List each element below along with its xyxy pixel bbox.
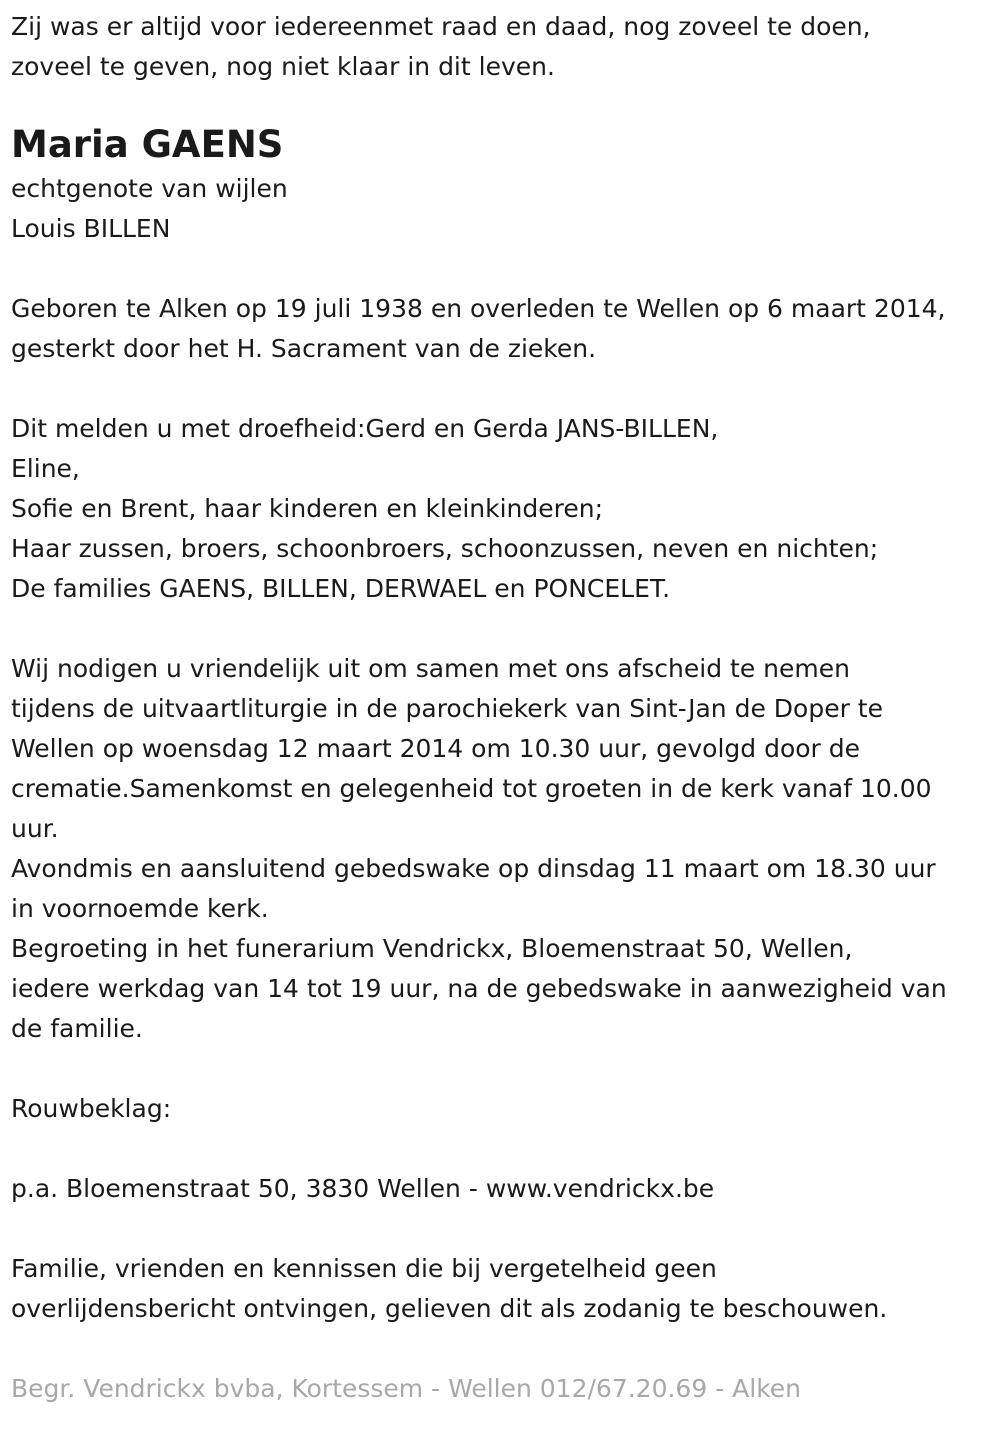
birth-death-line: gesterkt door het H. Sacrament van de zieken. [11, 334, 597, 363]
spacer [11, 369, 993, 409]
invitation-line: Begroeting in het funerarium Vendrickx, Bloemenstraat 50, Wellen, [11, 934, 853, 963]
spacer [11, 1049, 993, 1089]
family-line: De families GAENS, BILLEN, DERWAEL en PONCELET. [11, 574, 671, 603]
condolence-label: Rouwbeklag: [11, 1094, 172, 1123]
family-line: Sofie en Brent, haar kinderen en kleinkinderen; [11, 494, 604, 523]
invitation-line: in voornoemde kerk. [11, 894, 269, 923]
deceased-name: Maria GAENS [11, 123, 284, 166]
poem-line: Zij was er altijd voor iedereenmet raad en daad, nog zoveel te doen, [11, 12, 871, 41]
invitation-line: iedere werkdag van 14 tot 19 uur, na de gebedswake in aanwezigheid van [11, 974, 947, 1003]
family-line: Eline, [11, 454, 80, 483]
birth-death-line: Geboren te Alken op 19 juli 1938 en overleden te Wellen op 6 maart 2014, [11, 294, 946, 323]
spacer [11, 1209, 993, 1249]
family-line: Haar zussen, broers, schoonbroers, schoonzussen, neven en nichten; [11, 534, 879, 563]
notice-line: Familie, vrienden en kennissen die bij vergetelheid geen [11, 1254, 717, 1283]
obituary-notice [11, 7, 993, 1409]
deceased-relation: echtgenote van wijlen [11, 174, 288, 203]
spacer [11, 609, 993, 649]
invitation-line: uur. [11, 814, 59, 843]
poem [11, 7, 993, 87]
invitation-line: Wellen op woensdag 12 maart 2014 om 10.30 uur, gevolgd door de [11, 734, 861, 763]
birth-death-paragraph [11, 289, 993, 369]
notice-line: overlijdensbericht ontvingen, gelieven dit als zodanig te beschouwen. [11, 1294, 888, 1323]
invitation-line: tijdens de uitvaartliturgie in de parochiekerk van Sint-Jan de Doper te [11, 694, 883, 723]
invitation-line: crematie.Samenkomst en gelegenheid tot groeten in de kerk vanaf 10.00 [11, 774, 932, 803]
invitation-line: Avondmis en aansluitend gebedswake op dinsdag 11 maart om 18.30 uur [11, 854, 936, 883]
invitation-line: Wij nodigen u vriendelijk uit om samen met ons afscheid te nemen [11, 654, 850, 683]
family-line: Dit melden u met droefheid:Gerd en Gerda JANS-BILLEN, [11, 414, 719, 443]
poem-line: zoveel te geven, nog niet klaar in dit leven. [11, 52, 555, 81]
invitation-line: de familie. [11, 1014, 143, 1043]
spouse-name: Louis BILLEN [11, 214, 171, 243]
family-paragraph [11, 409, 993, 609]
notice-paragraph [11, 1249, 993, 1329]
funeral-home-footer: Begr. Vendrickx bvba, Kortessem - Wellen 012/67.20.69 - Alken [11, 1374, 802, 1403]
condolence-address: p.a. Bloemenstraat 50, 3830 Wellen - www.vendrickx.be [11, 1174, 715, 1203]
invitation-paragraph [11, 649, 993, 1049]
spacer [11, 1329, 993, 1369]
spacer [11, 249, 993, 289]
spacer [11, 1129, 993, 1169]
